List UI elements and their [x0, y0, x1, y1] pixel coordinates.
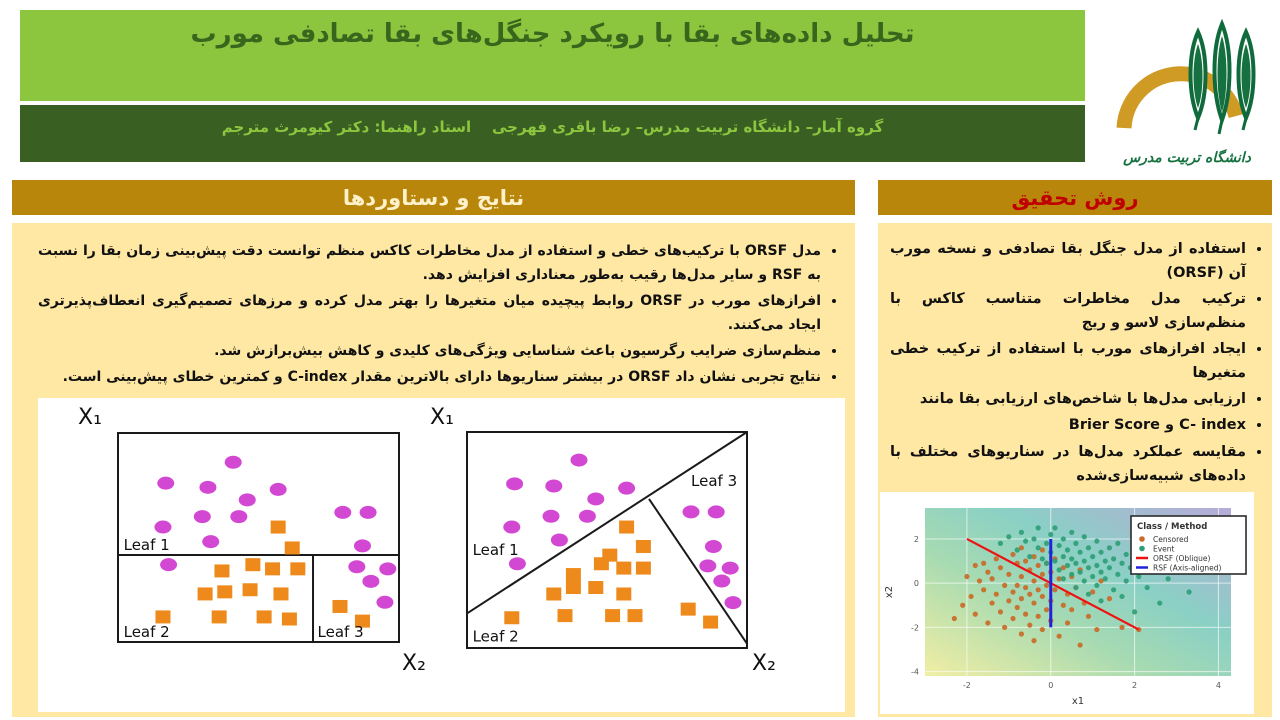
logo-cypress-trees [1191, 24, 1254, 134]
results-section-header [12, 180, 855, 215]
class-square-point [217, 585, 232, 598]
class-circle-point [348, 560, 365, 573]
class-square-point [273, 587, 288, 600]
x2-axis-label: X₂ [752, 651, 776, 676]
data-point [1031, 600, 1036, 605]
y-tick-label: -2 [911, 623, 919, 633]
data-point [1086, 565, 1091, 570]
data-point [1010, 616, 1015, 621]
data-point [1082, 558, 1087, 563]
data-point [998, 609, 1003, 614]
data-point [1006, 572, 1011, 577]
data-point [1061, 603, 1066, 608]
data-point [1027, 554, 1032, 559]
class-square-point [265, 562, 280, 575]
x-tick-label: -2 [962, 681, 971, 690]
data-point [998, 565, 1003, 570]
data-point [1119, 625, 1124, 630]
class-circle-point [543, 510, 560, 523]
data-point [1186, 589, 1191, 594]
data-point [994, 592, 999, 597]
data-point [1069, 530, 1074, 535]
class-square-point [198, 587, 213, 600]
data-point [1094, 563, 1099, 568]
class-circle-point [708, 505, 725, 518]
class-square-point [243, 583, 258, 596]
data-point [989, 576, 994, 581]
data-point [1031, 578, 1036, 583]
tree-splits-figure [38, 398, 845, 712]
data-point [1048, 532, 1053, 537]
y-tick-label: -4 [911, 667, 919, 677]
class-square-point [546, 588, 561, 601]
data-point [952, 616, 957, 621]
data-point [1124, 552, 1129, 557]
legend-label: Censored [1153, 534, 1189, 544]
class-circle-point [579, 510, 596, 523]
class-square-point [214, 564, 229, 577]
bullet-item: • استفاده از مدل جنگل بقا تصادفی و نسخه مورب آن (ORSF) [890, 237, 1246, 285]
class-square-point [628, 609, 643, 622]
poster-subtitle: گروه آمار– دانشگاه تربیت مدرس– رضا باقری فهرجی استاد راهنما: دکتر کیومرث مترجم [221, 118, 884, 136]
data-point [1023, 585, 1028, 590]
data-point [973, 563, 978, 568]
data-point [1019, 631, 1024, 636]
class-circle-point [587, 492, 604, 505]
data-point [1132, 609, 1137, 614]
affiliation-band [20, 105, 1085, 162]
class-circle-point [545, 480, 562, 493]
class-circle-point [334, 506, 351, 519]
data-point [969, 594, 974, 599]
data-point [1111, 556, 1116, 561]
data-point [1027, 623, 1032, 628]
data-point [1094, 583, 1099, 588]
class-circle-point [618, 482, 635, 495]
tree-splits-svg [38, 398, 845, 712]
data-point [1073, 561, 1078, 566]
class-circle-point [551, 534, 568, 547]
data-point [1044, 583, 1049, 588]
data-point [1119, 594, 1124, 599]
data-point [1015, 583, 1020, 588]
class-square-point [285, 541, 300, 554]
x-tick-label: 0 [1048, 681, 1054, 690]
data-point [994, 556, 999, 561]
data-point [1036, 563, 1041, 568]
class-circle-point [713, 575, 730, 588]
data-point [1031, 638, 1036, 643]
data-point [1073, 541, 1078, 546]
class-square-point [681, 603, 696, 616]
class-square-point [602, 549, 617, 562]
x2-axis-label: X₂ [402, 651, 426, 676]
data-point [1044, 541, 1049, 546]
data-point [1065, 547, 1070, 552]
class-square-point [257, 610, 272, 623]
data-point [1061, 576, 1066, 581]
class-circle-point [360, 506, 377, 519]
bullet-item: • منظم‌سازی ضرایب رگرسیون باعث شناسایی ویژگی‌های کلیدی و کاهش بیش‌برازش شد. [38, 339, 821, 363]
data-point [1027, 592, 1032, 597]
data-point [1023, 612, 1028, 617]
bullet-item: • افرازهای مورب در ORSF روابط پیچیده میان متغیرها را بهتر مدل کرده و مرزهای تصمیم‌گیری انعطاف‌پذیرتری ایجاد می‌کنند. [38, 289, 821, 337]
data-point [1002, 625, 1007, 630]
data-point [1065, 563, 1070, 568]
method-bullets [878, 223, 1272, 488]
data-point [1077, 550, 1082, 555]
class-circle-point [509, 557, 526, 570]
x-axis-title: x1 [1071, 696, 1085, 707]
data-point [1052, 558, 1057, 563]
data-point [1057, 567, 1062, 572]
data-point [1040, 627, 1045, 632]
data-point [977, 578, 982, 583]
data-point [1061, 554, 1066, 559]
data-point [1036, 587, 1041, 592]
class-square-point [636, 540, 651, 553]
data-point [989, 600, 994, 605]
y-axis-title: x2 [884, 585, 895, 599]
poster-title: تحلیل داده‌های بقا با رویکرد جنگل‌های بقا تصادفی مورب [190, 19, 915, 49]
data-point [1052, 587, 1057, 592]
data-point [1082, 534, 1087, 539]
leaf-label: Leaf 3 [691, 472, 738, 490]
class-square-point [588, 581, 603, 594]
x1-axis-label: X₁ [78, 405, 102, 430]
class-circle-point [722, 562, 739, 575]
data-point [960, 603, 965, 608]
class-circle-point [230, 510, 247, 523]
bullet-item: • مقایسه عملکرد مدل‌ها در سناریوهای مختلف با داده‌های شبیه‌سازی‌شده [890, 440, 1246, 488]
data-point [1052, 525, 1057, 530]
data-point [1044, 561, 1049, 566]
class-circle-point [379, 562, 396, 575]
leaf-label: Leaf 2 [123, 622, 170, 641]
title-band [20, 10, 1085, 101]
scatter-chart-figure [880, 492, 1254, 714]
data-point [1031, 536, 1036, 541]
bullet-item: • ارزیابی مدل‌ها با شاخص‌های ارزیابی بقا مانند [890, 387, 1246, 411]
data-point [985, 620, 990, 625]
class-circle-point [160, 558, 177, 571]
class-circle-point [354, 539, 371, 552]
data-point [973, 612, 978, 617]
bullet-item: • نتایج تجربی نشان داد ORSF در بیشتر سناریوها دارای بالاترین مقدار C-index و کمترین خطای پیش‌بینی است. [38, 365, 821, 389]
data-point [1040, 572, 1045, 577]
axis-aligned-splits-diagram [78, 405, 426, 676]
data-point [1069, 607, 1074, 612]
class-circle-point [194, 510, 211, 523]
class-circle-point [571, 454, 588, 467]
data-point [1036, 614, 1041, 619]
data-point [1115, 572, 1120, 577]
data-point [1166, 576, 1171, 581]
data-point [1006, 534, 1011, 539]
data-point [1023, 539, 1028, 544]
data-point [1069, 572, 1074, 577]
class-circle-point [376, 596, 393, 609]
class-circle-point [699, 559, 716, 572]
university-logo [1098, 2, 1276, 170]
bullet-item: • ترکیب مدل مخاطرات متناسب کاکس با منظم‌سازی لاسو و ریج [890, 287, 1246, 335]
results-bullets [12, 223, 855, 389]
data-point [1119, 561, 1124, 566]
data-point [1023, 558, 1028, 563]
legend-label: Event [1153, 544, 1175, 554]
class-square-point [616, 562, 631, 575]
class-circle-point [154, 521, 171, 534]
data-point [1115, 541, 1120, 546]
data-point [1082, 578, 1087, 583]
university-logo-text: دانشگاه تربیت مدرس [1123, 150, 1251, 166]
class-circle-point [362, 575, 379, 588]
data-point [1002, 583, 1007, 588]
data-point [1086, 545, 1091, 550]
data-point [1061, 536, 1066, 541]
method-header-label: روش تحقیق [1011, 185, 1139, 210]
class-circle-point [157, 477, 174, 490]
class-square-point [504, 611, 519, 624]
legend-label: RSF (Axis-aligned) [1153, 563, 1222, 573]
data-point [1010, 552, 1015, 557]
class-square-point [155, 610, 170, 623]
class-square-point [619, 521, 634, 534]
class-square-point [271, 521, 286, 534]
data-point [985, 570, 990, 575]
class-circle-point [503, 521, 520, 534]
data-point [1040, 556, 1045, 561]
legend-label: ORSF (Oblique) [1153, 553, 1211, 563]
data-point [1019, 574, 1024, 579]
class-circle-point [199, 481, 216, 494]
chart-legend [1131, 516, 1246, 574]
data-point [1124, 578, 1129, 583]
data-point [1086, 592, 1091, 597]
data-point [1107, 596, 1112, 601]
data-point [1107, 565, 1112, 570]
x-tick-label: 2 [1132, 681, 1138, 690]
data-point [1098, 598, 1103, 603]
bullet-item: • مدل ORSF با ترکیب‌های خطی و استفاده از مدل مخاطرات کاکس منظم توانست دقت پیش‌بینی زمان بقا را نسبت به RSF و سایر مدل‌ها رقیب به‌طور معناداری افزایش دهد. [38, 239, 821, 287]
legend-title: Class / Method [1137, 522, 1208, 532]
class-circle-point [202, 535, 219, 548]
oblique-splits-diagram [430, 405, 776, 676]
data-point [981, 561, 986, 566]
scatter-chart-svg [880, 492, 1254, 714]
data-point [1103, 558, 1108, 563]
data-point [1044, 607, 1049, 612]
data-point [1098, 550, 1103, 555]
class-circle-point [225, 456, 242, 469]
bullet-item: • ایجاد افرازهای مورب با استفاده از ترکیب خطی متغیرها [890, 337, 1246, 385]
class-square-point [636, 562, 651, 575]
leaf-label: Leaf 3 [317, 622, 364, 641]
data-point [1015, 547, 1020, 552]
class-square-point [282, 613, 297, 626]
data-point [1103, 576, 1108, 581]
data-point [1077, 570, 1082, 575]
class-square-point [558, 609, 573, 622]
data-point [1090, 554, 1095, 559]
data-point [1019, 596, 1024, 601]
class-square-point [290, 562, 305, 575]
data-point [1090, 574, 1095, 579]
bullet-item: • C- index و Brier Score [890, 413, 1246, 437]
legend-marker [1139, 536, 1145, 542]
data-point [1010, 589, 1015, 594]
data-point [1077, 642, 1082, 647]
class-square-point [332, 600, 347, 613]
class-square-point [566, 581, 581, 594]
leaf-label: Leaf 1 [123, 536, 170, 555]
data-point [1098, 570, 1103, 575]
data-point [1073, 585, 1078, 590]
class-circle-point [506, 477, 523, 490]
y-tick-label: 0 [913, 579, 919, 589]
class-square-point [245, 558, 260, 571]
data-point [998, 541, 1003, 546]
data-point [1040, 594, 1045, 599]
class-circle-point [725, 596, 742, 609]
data-point [1019, 530, 1024, 535]
results-header-label: نتایج و دستاوردها [342, 185, 525, 210]
data-point [1145, 585, 1150, 590]
class-square-point [566, 568, 581, 581]
class-square-point [703, 616, 718, 629]
data-point [1036, 545, 1041, 550]
class-circle-point [683, 505, 700, 518]
leaf-label: Leaf 2 [472, 627, 519, 646]
x1-axis-label: X₁ [430, 405, 454, 430]
data-point [1036, 525, 1041, 530]
data-point [1157, 600, 1162, 605]
data-point [1057, 543, 1062, 548]
data-point [1107, 545, 1112, 550]
class-square-point [212, 610, 227, 623]
x-tick-label: 4 [1215, 681, 1221, 690]
class-square-point [616, 588, 631, 601]
data-point [1015, 605, 1020, 610]
class-circle-point [270, 483, 287, 496]
data-point [964, 574, 969, 579]
data-point [1111, 587, 1116, 592]
class-circle-point [239, 493, 256, 506]
legend-marker [1139, 546, 1145, 552]
data-point [1065, 620, 1070, 625]
y-tick-label: 2 [913, 534, 919, 544]
method-section-header [878, 180, 1272, 215]
class-square-point [605, 609, 620, 622]
university-logo-emblem [1098, 2, 1276, 142]
data-point [1006, 598, 1011, 603]
leaf-label: Leaf 1 [472, 541, 519, 560]
data-point [1069, 556, 1074, 561]
class-circle-point [705, 540, 722, 553]
data-point [1094, 627, 1099, 632]
data-point [1086, 614, 1091, 619]
data-point [1094, 539, 1099, 544]
data-point [1057, 634, 1062, 639]
data-point [981, 587, 986, 592]
